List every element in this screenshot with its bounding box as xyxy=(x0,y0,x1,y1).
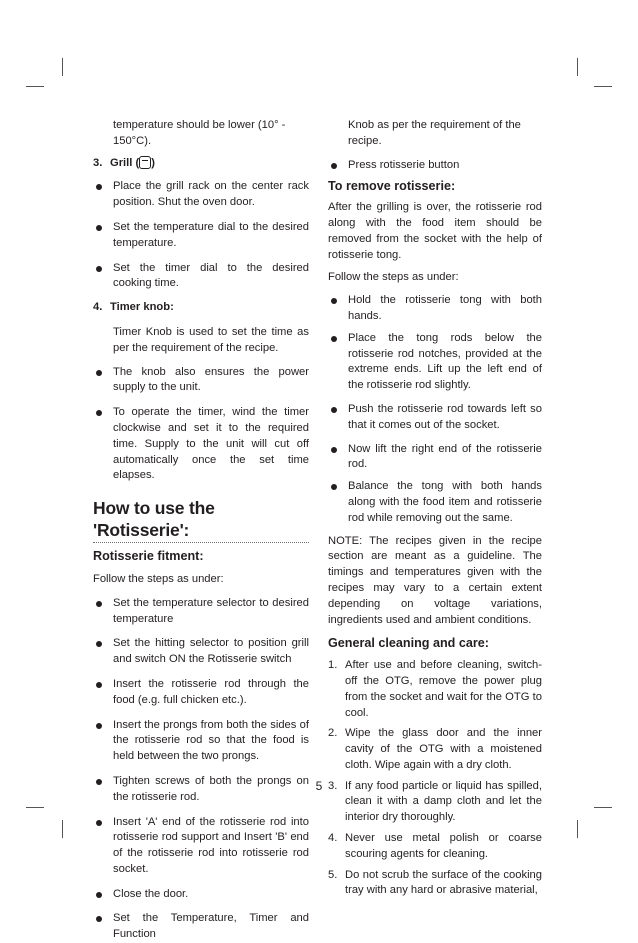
list-item: 1. After use and before cleaning, switch-off the OTG, remove the power plug from the socket and wait for the OTG to cool. xyxy=(328,659,542,719)
grill-icon xyxy=(139,156,151,169)
bullet-icon xyxy=(96,916,102,922)
continued-text: Knob as per the requirement of the recipe. xyxy=(348,119,521,147)
remove-title: To remove rotisserie: xyxy=(328,179,456,194)
crop-mark xyxy=(594,807,612,808)
list-item: Balance the tong with both hands along with the food item and rotisserie rod while removing out the same. xyxy=(328,479,542,526)
timer-heading xyxy=(93,300,309,316)
bullet-icon xyxy=(331,447,337,453)
remove-intro: Follow the steps as under: xyxy=(328,271,459,284)
bullet-icon xyxy=(331,163,337,169)
continued-text: temperature should be lower (10° - 150°C). xyxy=(113,119,286,147)
list-item: Set the temperature selector to desired temperature xyxy=(93,596,309,628)
crop-mark xyxy=(577,820,578,838)
list-item: Place the tong rods below the rotisserie rod notches, provided at the extreme ends. Lift up the left end of the rotisserie rod slightly. xyxy=(328,331,542,394)
list-item: Insert 'A' end of the rotisserie rod into rotisserie rod support and Insert 'B' end of the rotisserie rod into rotisserie rod socket. xyxy=(93,815,309,878)
left-column xyxy=(93,118,309,943)
list-item: Insert the rotisserie rod through the food (e.g. full chicken etc.). xyxy=(93,677,309,709)
list-item: 2. Wipe the glass door and the inner cavity of the OTG with a moistened cloth. Wipe again with a dry cloth. xyxy=(328,727,542,771)
crop-mark xyxy=(577,58,578,76)
list-item: Set the Temperature, Timer and Function xyxy=(93,911,309,943)
crop-mark xyxy=(26,807,44,808)
care-title: General cleaning and care: xyxy=(328,636,489,651)
bullet-icon xyxy=(96,370,102,376)
crop-mark xyxy=(594,86,612,87)
fitment-intro: Follow the steps as under: xyxy=(93,572,224,585)
bullet-icon xyxy=(96,892,102,898)
list-item: Insert the prongs from both the sides of the rotisserie rod so that the food is held between the two prongs. xyxy=(93,718,309,765)
bullet-icon xyxy=(96,266,102,272)
bullet-icon xyxy=(331,407,337,413)
crop-mark xyxy=(62,820,63,838)
list-item: Set the temperature dial to the desired temperature. xyxy=(93,220,309,252)
bullet-icon xyxy=(331,336,337,342)
bullet-icon xyxy=(96,820,102,826)
list-item: Press rotisserie button xyxy=(328,158,542,174)
list-item: 5. Do not scrub the surface of the cooking tray with any hard or abrasive material, xyxy=(328,868,542,897)
timer-number: 4. xyxy=(93,301,103,314)
list-item: Close the door. xyxy=(93,887,309,903)
bullet-icon xyxy=(96,410,102,416)
remove-text: After the grilling is over, the rotisserie rod along with the food item should be removed from the socket with the help of rotisserie tong. xyxy=(328,201,542,261)
bullet-icon xyxy=(96,723,102,729)
bullet-icon xyxy=(96,601,102,607)
crop-mark xyxy=(62,58,63,76)
grill-number: 3. xyxy=(93,156,103,169)
timer-label: Timer knob: xyxy=(110,301,174,314)
grill-label: Grill ( xyxy=(110,156,140,169)
note-text: NOTE: The recipes given in the recipe section are meant as a guideline. The timings and temperatures given with the recipes may vary to a certain extent depending on voltage variations, ingredients used and ambient conditions. xyxy=(328,534,542,626)
list-item: 3. If any food particle or liquid has spilled, clean it with a damp cloth and let the interior dry thoroughly. xyxy=(328,779,542,824)
bullet-icon xyxy=(96,682,102,688)
bullet-icon xyxy=(331,298,337,304)
crop-mark xyxy=(26,86,44,87)
bullet-icon xyxy=(96,641,102,647)
bullet-icon xyxy=(331,484,337,490)
grill-heading xyxy=(93,156,309,172)
grill-label-close: ) xyxy=(151,156,155,169)
list-item: Push the rotisserie rod towards left so that it comes out of the socket. xyxy=(328,402,542,434)
list-item: 4. Never use metal polish or coarse scouring agents for cleaning. xyxy=(328,832,542,860)
list-item: Set the timer dial to the desired cooking time. xyxy=(93,261,309,293)
dotted-divider xyxy=(93,542,309,543)
page-number: 5 xyxy=(315,779,323,793)
list-item: Set the hitting selector to position grill and switch ON the Rotisserie switch xyxy=(93,636,309,668)
list-item: To operate the timer, wind the timer clockwise and set it to the required time. Supply to the unit will cut off automatically once the set time elapses. xyxy=(93,405,309,484)
list-item: The knob also ensures the power supply to the unit. xyxy=(93,365,309,397)
fitment-title: Rotisserie fitment: xyxy=(93,549,204,564)
bullet-icon xyxy=(96,225,102,231)
list-item: Hold the rotisserie tong with both hands. xyxy=(328,293,542,325)
timer-text: Timer Knob is used to set the time as per the requirement of the recipe. xyxy=(113,325,309,354)
list-item: Now lift the right end of the rotisserie rod. xyxy=(328,442,542,474)
section-title: How to use the 'Rotisserie': xyxy=(93,498,215,541)
bullet-icon xyxy=(96,184,102,190)
list-item: Tighten screws of both the prongs on the rotisserie rod. xyxy=(93,774,309,806)
list-item: Place the grill rack on the center rack position. Shut the oven door. xyxy=(93,179,309,211)
